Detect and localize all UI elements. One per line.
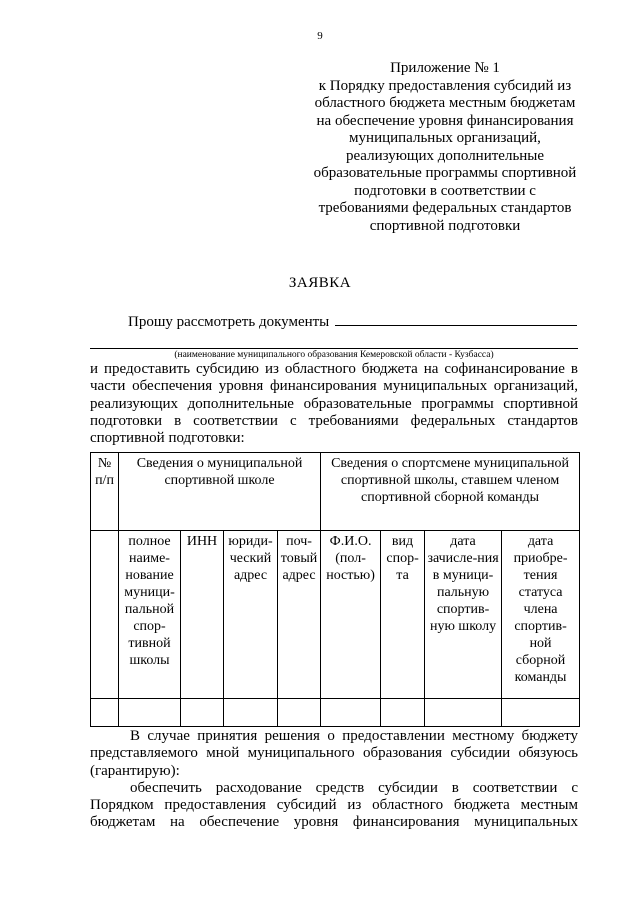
appendix-line: образовательные программы спортивной bbox=[313, 165, 577, 181]
text-line: Порядком предоставления субсидий из областного бюджета местным bbox=[90, 797, 578, 814]
appendix-line: к Порядку предоставления субсидий из bbox=[318, 77, 572, 94]
text-line: бюджетам на обеспечение уровня финансирования муниципальных bbox=[90, 814, 578, 831]
text-line: (гарантирую): bbox=[90, 762, 180, 779]
appendix-line: реализующих дополнительные bbox=[345, 147, 545, 164]
table-cell bbox=[502, 699, 580, 727]
document-title: ЗАЯВКА bbox=[288, 275, 352, 291]
header-number: № п/п bbox=[91, 453, 119, 531]
table-cell bbox=[91, 531, 119, 699]
text-line: реализующих дополнительные образовательные программы спортивной bbox=[90, 395, 578, 412]
table-cell bbox=[321, 699, 381, 727]
appendix-line: подготовки в соответствии с bbox=[354, 182, 536, 199]
header-athlete-group: Сведения о спортсмене муниципальной спортивной школы, ставшем членом спортивной сборной команды bbox=[321, 453, 580, 531]
appendix-line: областного бюджета местным бюджетам bbox=[314, 95, 576, 111]
appendix-line: Приложение № 1 bbox=[390, 60, 500, 76]
text-line: В случае принятия решения о предоставлении местному бюджету bbox=[130, 728, 578, 744]
table-cell bbox=[91, 699, 119, 727]
appendix-line: муниципальных организаций, bbox=[349, 130, 541, 146]
request-line bbox=[128, 311, 577, 331]
paragraph-2 bbox=[90, 728, 578, 832]
appendix-block bbox=[300, 60, 590, 235]
paragraph-1 bbox=[90, 361, 578, 447]
header-legal-address: юриди-ческий адрес bbox=[224, 531, 278, 699]
table-cell bbox=[381, 699, 425, 727]
table-cell bbox=[224, 699, 278, 727]
header-full-name: полное наиме-нование муници-пальной спор-тивной школы bbox=[119, 531, 181, 699]
field-caption: (наименование муниципального образования Кемеровской области - Кузбасса) bbox=[174, 350, 494, 360]
text-line: и предоставить субсидию из областного бюджета на софинансирование в bbox=[90, 361, 578, 377]
header-team-status-date: дата приобре-тения статуса члена спортив-ной сборной команды bbox=[502, 531, 580, 699]
header-athlete-name: Ф.И.О. (пол-ностью) bbox=[321, 531, 381, 699]
header-inn: ИНН bbox=[181, 531, 224, 699]
appendix-line: спортивной подготовки bbox=[369, 217, 521, 234]
header-postal-address: поч-товый адрес bbox=[278, 531, 321, 699]
table-cell bbox=[119, 699, 181, 727]
header-school-group: Сведения о муниципальной спортивной школе bbox=[119, 453, 321, 531]
table-cell bbox=[181, 699, 224, 727]
text-line: представляемого мной муниципального образования субсидии обязуюсь bbox=[90, 745, 578, 762]
appendix-line: требованиями федеральных стандартов bbox=[318, 200, 572, 216]
page-number: 9 bbox=[317, 30, 323, 42]
text-line: обеспечить расходование средств субсидии в соответствии с bbox=[130, 779, 578, 796]
appendix-line: на обеспечение уровня финансирования bbox=[316, 112, 574, 129]
blank-line bbox=[90, 348, 578, 349]
header-enrollment-date: дата зачисле-ния в муници-пальную спортив-ную школу bbox=[425, 531, 502, 699]
table-cell bbox=[425, 699, 502, 727]
text-line: подготовки в соответствии с требованиями федеральных стандартов bbox=[90, 412, 578, 429]
blank-field bbox=[335, 311, 577, 326]
header-sport: вид спор-та bbox=[381, 531, 425, 699]
text-line: части обеспечения уровня финансирования муниципальных организаций, bbox=[90, 378, 578, 395]
text-line: спортивной подготовки: bbox=[90, 430, 245, 447]
table-cell bbox=[278, 699, 321, 727]
request-text: Прошу рассмотреть документы bbox=[128, 314, 330, 330]
application-table bbox=[90, 452, 580, 727]
